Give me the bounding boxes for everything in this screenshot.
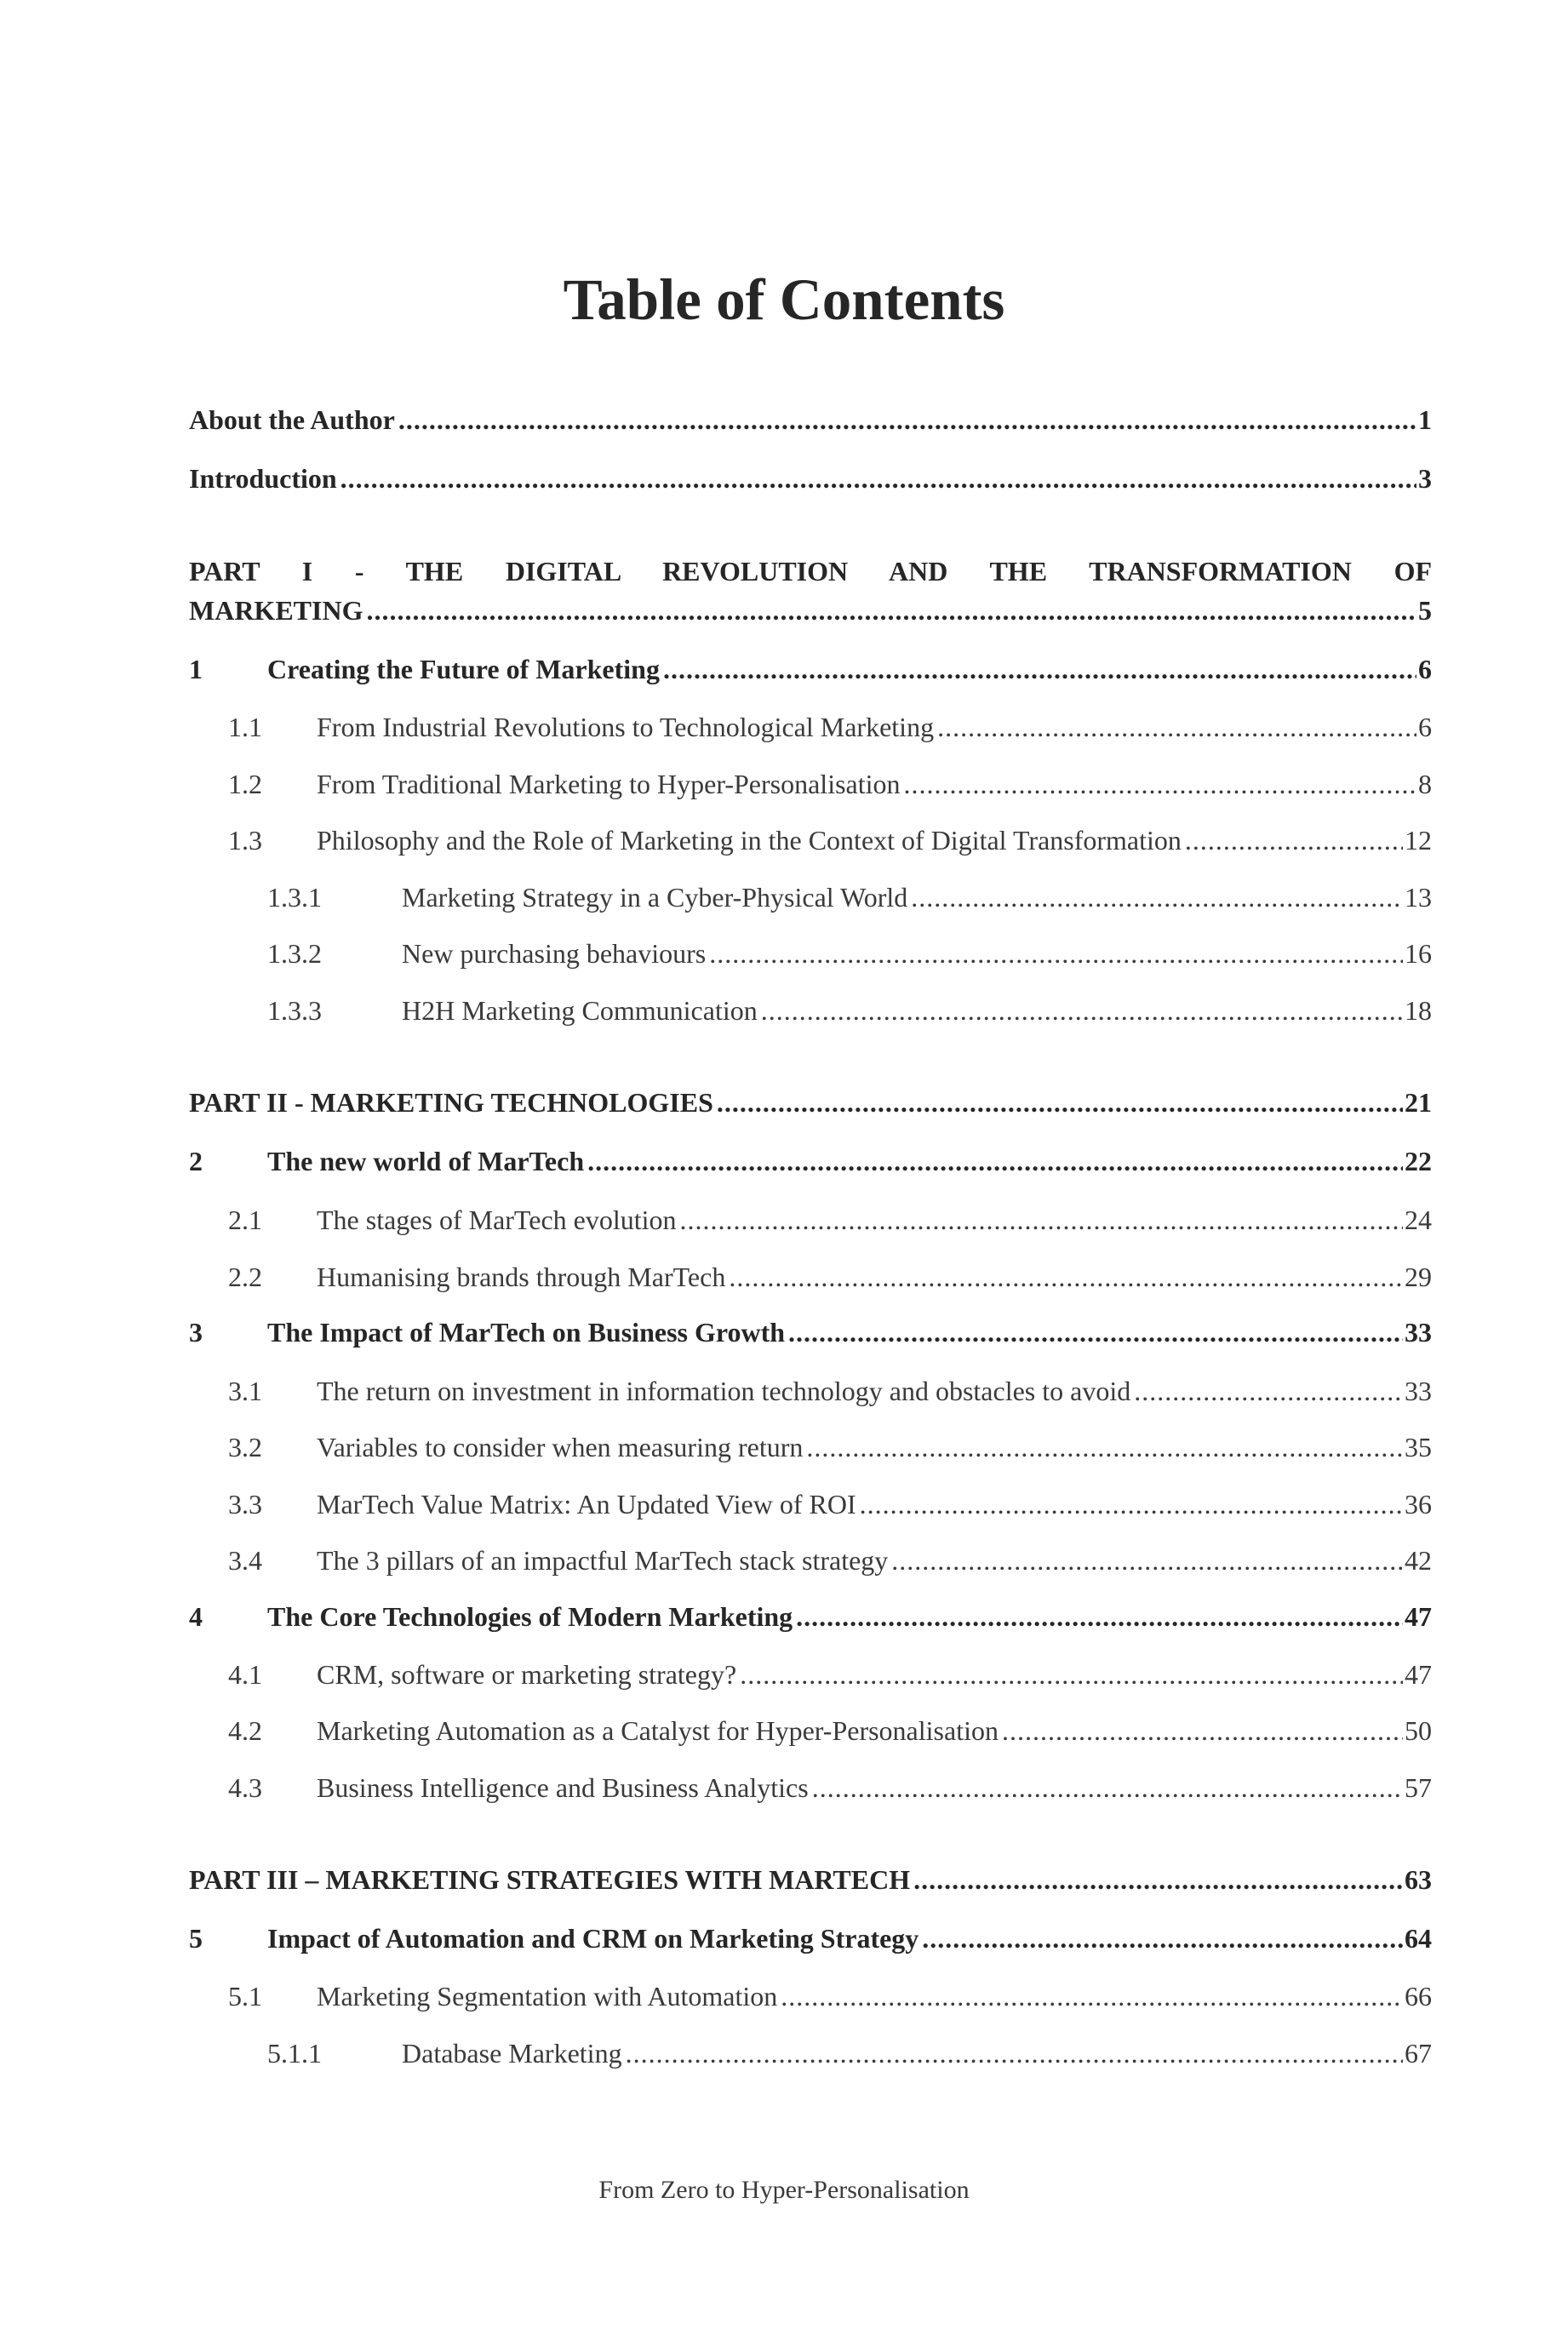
toc-entry-section-2-2[interactable] [0, 1257, 1568, 1296]
toc-entry-label: MARKETING [189, 595, 363, 626]
toc-entry-chapter-5[interactable] [0, 1919, 1568, 1958]
toc-entry-section-4-3[interactable] [0, 1768, 1568, 1807]
toc-entry-number: 5 [189, 1923, 203, 1954]
page-footer: From Zero to Hyper-Personalisation [598, 2176, 970, 2204]
toc-entry-section-1-1[interactable] [0, 707, 1568, 747]
toc-entry-number: 4 [189, 1601, 203, 1632]
toc-entry-section-3-3[interactable] [0, 1485, 1568, 1524]
toc-entry-number: 3.3 [228, 1489, 262, 1519]
leader-dots [922, 1919, 1403, 1958]
toc-entry-number: 1.3.1 [267, 882, 322, 913]
toc-entry-number: 1.3.2 [267, 938, 322, 969]
toc-entry-label: From Traditional Marketing to Hyper-Personalisation [317, 769, 901, 799]
toc-entry-label: Philosophy and the Role of Marketing in the Context of Digital Transformation [317, 825, 1182, 856]
toc-entry-section-4-1[interactable] [0, 1655, 1568, 1694]
toc-page-number: 66 [1405, 1981, 1432, 2012]
toc-entry-section-1-3-3[interactable] [0, 991, 1568, 1030]
toc-entry-label: About the Author [189, 404, 395, 435]
toc-entry-label: PART III – MARKETING STRATEGIES WITH MARTECH [189, 1864, 911, 1895]
toc-entry-number: 1 [189, 654, 203, 684]
toc-page-number: 50 [1405, 1715, 1432, 1746]
leader-dots [860, 1485, 1403, 1524]
toc-entry-label: Marketing Strategy in a Cyber-Physical World [402, 882, 908, 913]
toc-page-number: 42 [1405, 1545, 1432, 1576]
toc-page-number: 64 [1405, 1923, 1432, 1954]
leader-dots [709, 934, 1403, 973]
toc-entry-label: Creating the Future of Marketing [267, 654, 660, 684]
leader-dots [680, 1200, 1403, 1239]
toc-entry-label: Marketing Automation as a Catalyst for Hyper-Personalisation [317, 1715, 999, 1746]
leader-dots [761, 991, 1403, 1030]
toc-page-number: 47 [1405, 1601, 1432, 1632]
toc-page-number: 6 [1418, 654, 1432, 684]
toc-entry-part-3[interactable] [0, 1860, 1568, 1899]
leader-dots [398, 400, 1416, 439]
toc-page-number: 21 [1405, 1087, 1432, 1118]
leader-dots [788, 1313, 1403, 1352]
toc-page-number: 47 [1405, 1659, 1432, 1690]
toc-entry-label: Marketing Segmentation with Automation [317, 1981, 778, 2012]
toc-entry-number: 3 [189, 1317, 203, 1348]
toc-entry-number: 5.1.1 [267, 2038, 322, 2069]
toc-entry-label: Humanising brands through MarTech [317, 1262, 726, 1292]
leader-dots [717, 1083, 1403, 1122]
leader-dots [796, 1597, 1403, 1636]
toc-page-number: 8 [1418, 769, 1432, 799]
leader-dots [587, 1142, 1403, 1181]
toc-entry-label: From Industrial Revolutions to Technological Marketing [317, 712, 935, 742]
toc-entry-section-5-1[interactable] [0, 1977, 1568, 2016]
leader-dots [663, 650, 1416, 689]
toc-entry-section-5-1-1[interactable] [0, 2034, 1568, 2073]
toc-entry-label: The new world of MarTech [267, 1146, 585, 1176]
toc-page-number: 33 [1405, 1317, 1432, 1348]
toc-entry-label: Business Intelligence and Business Analytics [317, 1772, 809, 1803]
toc-entry-introduction[interactable] [0, 459, 1568, 498]
toc-page-number: 13 [1405, 882, 1432, 913]
toc-entry-number: 1.2 [228, 769, 262, 799]
toc-page-number: 18 [1405, 995, 1432, 1026]
toc-page-number: 33 [1405, 1376, 1432, 1406]
toc-page-number: 16 [1405, 938, 1432, 969]
toc-entry-number: 5.1 [228, 1981, 262, 2012]
leader-dots [1002, 1711, 1403, 1750]
leader-dots [740, 1655, 1403, 1694]
leader-dots [913, 1860, 1403, 1899]
toc-entry-label: The Core Technologies of Modern Marketing [267, 1601, 793, 1632]
toc-part-heading-line: PART I - THE DIGITAL REVOLUTION AND THE TRANSFORMATION OF [189, 556, 1432, 587]
toc-entry-number: 1.3.3 [267, 995, 322, 1026]
leader-dots [904, 764, 1416, 804]
toc-page-number: 5 [1418, 595, 1432, 626]
leader-dots [937, 707, 1416, 747]
toc-entry-part-2[interactable] [0, 1083, 1568, 1122]
leader-dots [781, 1977, 1403, 2016]
toc-page-number: 67 [1405, 2038, 1432, 2069]
page-title: Table of Contents [563, 267, 1005, 332]
toc-entry-label: The stages of MarTech evolution [317, 1205, 677, 1235]
toc-entry-number: 1.1 [228, 712, 262, 742]
toc-entry-label: MarTech Value Matrix: An Updated View of ROI [317, 1489, 856, 1519]
toc-page-number: 6 [1418, 712, 1432, 742]
toc-entry-number: 3.2 [228, 1432, 262, 1462]
toc-entry-section-4-2[interactable] [0, 1711, 1568, 1750]
toc-entry-chapter-3[interactable] [0, 1313, 1568, 1352]
leader-dots [340, 459, 1416, 498]
toc-entry-chapter-4[interactable] [0, 1597, 1568, 1636]
toc-entry-label: Introduction [189, 463, 337, 494]
toc-entry-number: 2.2 [228, 1262, 262, 1292]
toc-page-number: 12 [1405, 825, 1432, 856]
toc-entry-section-1-3-1[interactable] [0, 878, 1568, 917]
leader-dots [1185, 821, 1403, 860]
toc-entry-section-2-1[interactable] [0, 1200, 1568, 1239]
toc-entry-section-1-3-2[interactable] [0, 934, 1568, 973]
toc-entry-part-1[interactable] [0, 591, 1568, 630]
toc-entry-label: New purchasing behaviours [402, 938, 707, 969]
toc-page-number: 63 [1405, 1864, 1432, 1895]
toc-page-number: 24 [1405, 1205, 1432, 1235]
toc-entry-number: 2 [189, 1146, 203, 1176]
leader-dots [626, 2034, 1403, 2073]
toc-entry-label: The return on investment in information technology and obstacles to avoid [317, 1376, 1131, 1406]
toc-entry-chapter-1[interactable] [0, 650, 1568, 689]
toc-entry-about-author[interactable] [0, 400, 1568, 439]
toc-entry-number: 4.2 [228, 1715, 262, 1746]
toc-page-number: 36 [1405, 1489, 1432, 1519]
toc-entry-number: 2.1 [228, 1205, 262, 1235]
leader-dots [806, 1428, 1403, 1467]
toc-page-number: 57 [1405, 1772, 1432, 1803]
leader-dots [812, 1768, 1403, 1807]
toc-entry-section-3-4[interactable] [0, 1541, 1568, 1580]
leader-dots [911, 878, 1403, 917]
toc-entry-number: 1.3 [228, 825, 262, 856]
toc-entry-section-1-2[interactable] [0, 764, 1568, 804]
toc-entry-label: PART II - MARKETING TECHNOLOGIES [189, 1087, 713, 1118]
toc-page-number: 22 [1405, 1146, 1432, 1176]
toc-entry-section-3-2[interactable] [0, 1428, 1568, 1467]
toc-entry-label: Database Marketing [402, 2038, 622, 2069]
toc-entry-section-3-1[interactable] [0, 1371, 1568, 1411]
toc-entry-label: CRM, software or marketing strategy? [317, 1659, 737, 1690]
toc-entry-label: The Impact of MarTech on Business Growth [267, 1317, 786, 1348]
toc-page-number: 35 [1405, 1432, 1432, 1462]
toc-entry-label: Impact of Automation and CRM on Marketing Strategy [267, 1923, 919, 1954]
toc-entry-label: Variables to consider when measuring return [317, 1432, 804, 1462]
toc-entry-section-1-3[interactable] [0, 821, 1568, 860]
leader-dots [891, 1541, 1403, 1580]
leader-dots [1134, 1371, 1403, 1411]
toc-entry-chapter-2[interactable] [0, 1142, 1568, 1181]
toc-entry-label: H2H Marketing Communication [402, 995, 758, 1026]
toc-entry-number: 4.3 [228, 1772, 262, 1803]
toc-page-number: 29 [1405, 1262, 1432, 1292]
toc-page-number: 3 [1418, 463, 1432, 494]
toc-entry-number: 4.1 [228, 1659, 262, 1690]
toc-entry-number: 3.4 [228, 1545, 262, 1576]
leader-dots [729, 1257, 1403, 1296]
leader-dots [366, 591, 1416, 630]
toc-entry-number: 3.1 [228, 1376, 262, 1406]
toc-page-number: 1 [1418, 404, 1432, 435]
toc-entry-label: The 3 pillars of an impactful MarTech stack strategy [317, 1545, 889, 1576]
